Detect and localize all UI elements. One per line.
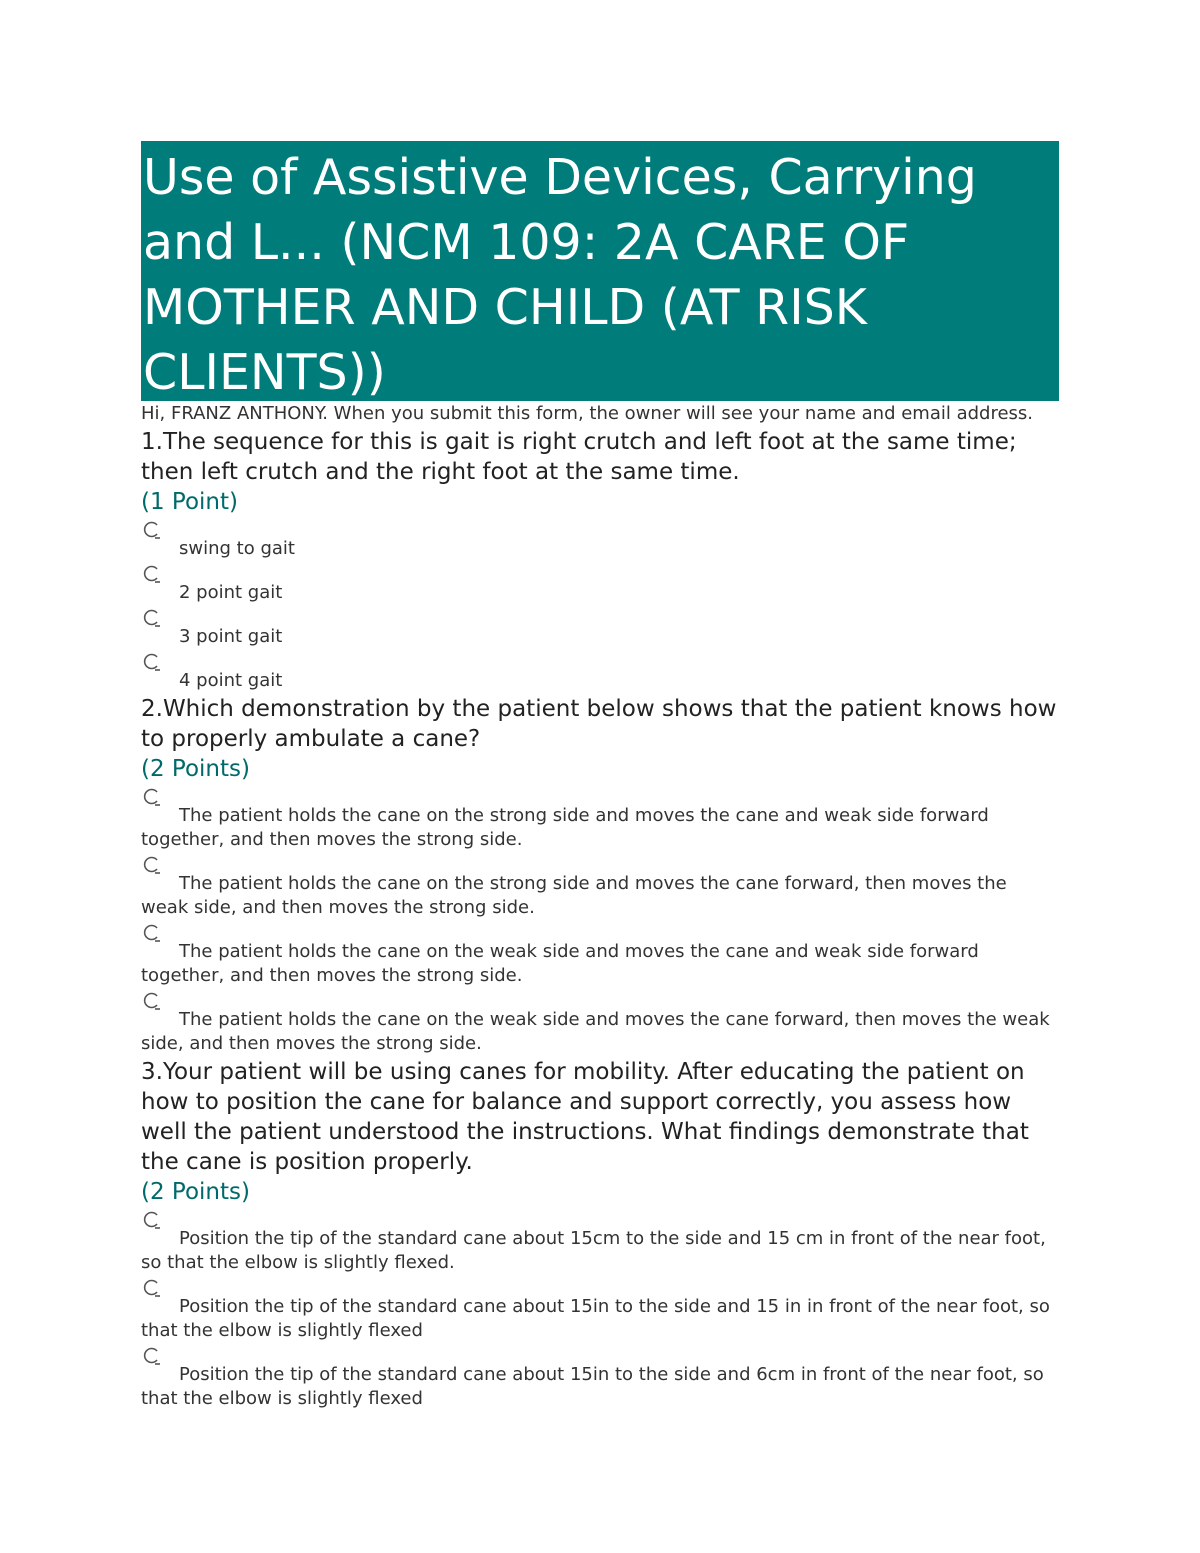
question-points: (1 Point) — [141, 489, 238, 515]
radio-button-icon[interactable] — [141, 1291, 163, 1313]
option-item[interactable] — [141, 1275, 1059, 1343]
option-label: Position the tip of the standard cane about 15cm to the side and 15 cm in front of the near foot, so that the elbow is slightly flexed. — [141, 1228, 1046, 1273]
option-list — [141, 1207, 1059, 1411]
form-title-banner: Use of Assistive Devices, Carrying and L... (NCM 109: 2A CARE OF MOTHER AND CHILD (AT RISK CLIENTS)) — [141, 141, 1059, 401]
question-3 — [141, 1057, 1059, 1411]
radio-button-icon[interactable] — [141, 1359, 163, 1381]
radio-button-icon[interactable] — [141, 621, 163, 643]
option-item[interactable] — [141, 852, 1059, 920]
question-points: (2 Points) — [141, 1179, 250, 1205]
option-label: Position the tip of the standard cane about 15in to the side and 6cm in front of the near foot, so that the elbow is slightly flexed — [141, 1364, 1044, 1409]
option-item[interactable] — [141, 649, 1059, 693]
option-item[interactable] — [141, 988, 1059, 1056]
radio-button-icon[interactable] — [141, 665, 163, 687]
option-label: The patient holds the cane on the weak side and moves the cane forward, then moves the weak side, and then moves the strong side. — [141, 1009, 1050, 1054]
option-list — [141, 517, 1059, 693]
question-points: (2 Points) — [141, 756, 250, 782]
form-content — [141, 141, 1059, 1411]
radio-button-icon[interactable] — [141, 577, 163, 599]
question-2 — [141, 694, 1059, 1056]
option-item[interactable] — [141, 920, 1059, 988]
radio-button-icon[interactable] — [141, 936, 163, 958]
option-item[interactable] — [141, 517, 1059, 561]
radio-button-icon[interactable] — [141, 1004, 163, 1026]
question-text: 1.The sequence for this is gait is right crutch and left foot at the same time; then left crutch and the right foot at the same time. — [141, 429, 1017, 485]
option-item[interactable] — [141, 605, 1059, 649]
option-item[interactable] — [141, 1207, 1059, 1275]
option-label: 3 point gait — [179, 626, 283, 647]
option-label: 2 point gait — [179, 582, 283, 603]
radio-button-icon[interactable] — [141, 800, 163, 822]
option-label: The patient holds the cane on the strong side and moves the cane forward, then moves the weak side, and then moves the strong side. — [141, 873, 1007, 918]
option-label: swing to gait — [179, 538, 295, 559]
option-item[interactable] — [141, 1343, 1059, 1411]
question-text: 2.Which demonstration by the patient below shows that the patient knows how to properly ambulate a cane? — [141, 696, 1057, 752]
option-label: Position the tip of the standard cane about 15in to the side and 15 in in front of the near foot, so that the elbow is slightly flexed — [141, 1296, 1050, 1341]
question-text: 3.Your patient will be using canes for mobility. After educating the patient on how to position the cane for balance and support correctly, you assess how well the patient understood the instructions. What findings demonstrate that the cane is position properly. — [141, 1059, 1029, 1175]
option-label: The patient holds the cane on the strong side and moves the cane and weak side forward together, and then moves the strong side. — [141, 805, 989, 850]
question-1 — [141, 427, 1059, 693]
option-label: 4 point gait — [179, 670, 283, 691]
option-label: The patient holds the cane on the weak side and moves the cane and weak side forward together, and then moves the strong side. — [141, 941, 979, 986]
radio-button-icon[interactable] — [141, 1223, 163, 1245]
radio-button-icon[interactable] — [141, 533, 163, 555]
option-item[interactable] — [141, 561, 1059, 605]
radio-button-icon[interactable] — [141, 868, 163, 890]
intro-text: Hi, FRANZ ANTHONY. When you submit this form, the owner will see your name and email address. — [141, 403, 1034, 424]
option-list — [141, 784, 1059, 1056]
option-item[interactable] — [141, 784, 1059, 852]
